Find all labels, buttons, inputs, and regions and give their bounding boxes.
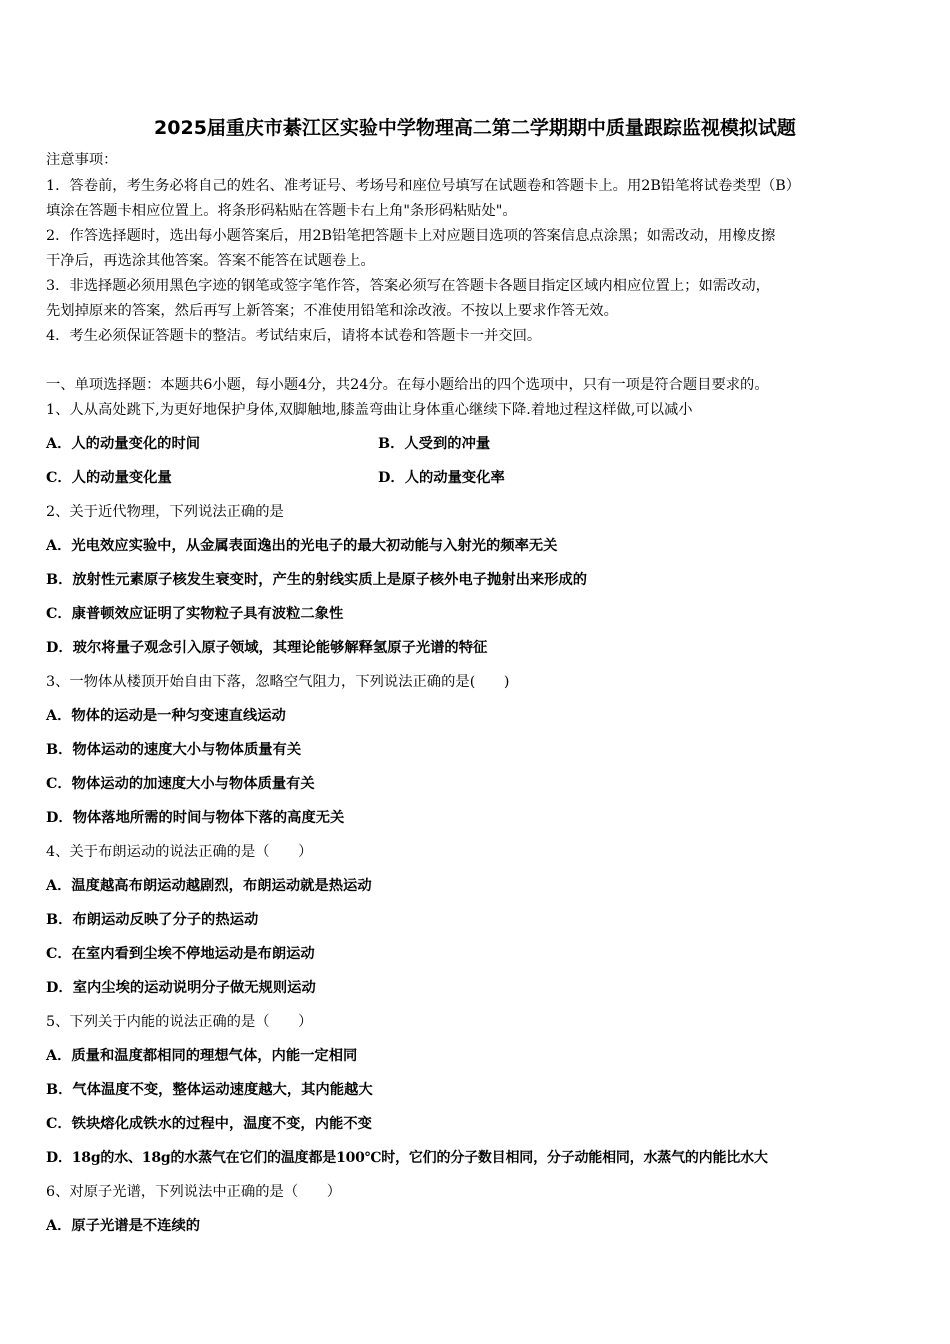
notice-line: 4．考生必须保证答题卡的整洁。考试结束后，请将本试卷和答题卡一并交回。 [46, 328, 542, 344]
option-c: C．人的动量变化量 [46, 470, 172, 486]
option-b: B．气体温度不变，整体运动速度越大，其内能越大 [46, 1082, 373, 1098]
option-a: A．温度越高布朗运动越剧烈，布朗运动就是热运动 [46, 878, 372, 894]
option-c: C．在室内看到尘埃不停地运动是布朗运动 [46, 946, 315, 962]
notice-line: 先划掉原来的答案，然后再写上新答案；不准使用铅笔和涂改液。不按以上要求作答无效。 [46, 303, 618, 319]
option-d: D．玻尔将量子观念引入原子领域，其理论能够解释氢原子光谱的特征 [46, 640, 488, 656]
option-a: A．原子光谱是不连续的 [46, 1218, 201, 1234]
notice-line: 2．作答选择题时，选出每小题答案后，用2B铅笔把答题卡上对应题目选项的答案信息点涂黑；如需改动，用橡皮擦 [46, 228, 776, 244]
option-c: C．康普顿效应证明了实物粒子具有波粒二象性 [46, 606, 344, 622]
notice-line: 填涂在答题卡相应位置上。将条形码粘贴在答题卡右上角"条形码粘贴处"。 [46, 203, 517, 219]
notice-line: 1．答卷前，考生务必将自己的姓名、准考证号、考场号和座位号填写在试题卷和答题卡上。用2B铅笔将试卷类型（B） [46, 178, 801, 194]
question-stem: 1、人从高处跳下,为更好地保护身体,双脚触地,膝盖弯曲让身体重心继续下降.着地过程这样做,可以减小 [46, 402, 693, 418]
option-b: B．放射性元素原子核发生衰变时，产生的射线实质上是原子核外电子抛射出来形成的 [46, 572, 588, 588]
option-a: A．物体的运动是一种匀变速直线运动 [46, 708, 286, 724]
option-a: A．人的动量变化的时间 [46, 436, 201, 452]
option-c: C．物体运动的加速度大小与物体质量有关 [46, 776, 315, 792]
option-c: C．铁块熔化成铁水的过程中，温度不变，内能不变 [46, 1116, 372, 1132]
option-b: B．物体运动的速度大小与物体质量有关 [46, 742, 302, 758]
question-stem: 4、关于布朗运动的说法正确的是（ ） [46, 844, 313, 860]
option-d: D．物体落地所需的时间与物体下落的高度无关 [46, 810, 345, 826]
option-b: B．人受到的冲量 [378, 436, 491, 452]
question-stem: 5、下列关于内能的说法正确的是（ ） [46, 1014, 313, 1030]
question-stem: 6、对原子光谱，下列说法中正确的是（ ） [46, 1184, 342, 1200]
section-heading: 一、单项选择题：本题共6小题，每小题4分，共24分。在每小题给出的四个选项中，只有一项是符合题目要求的。 [46, 377, 769, 393]
question-stem: 2、关于近代物理，下列说法正确的是 [46, 504, 284, 520]
option-d: D．人的动量变化率 [378, 470, 505, 486]
option-d: D．18g的水、18g的水蒸气在它们的温度都是100℃时，它们的分子数目相同，分子动能相同，水蒸气的内能比水大 [46, 1150, 768, 1166]
page-title: 2025届重庆市綦江区实验中学物理高二第二学期期中质量跟踪监视模拟试题 [154, 117, 796, 139]
notice-line: 干净后，再选涂其他答案。答案不能答在试题卷上。 [46, 253, 375, 269]
notice-heading: 注意事项： [46, 152, 118, 168]
option-a: A．光电效应实验中，从金属表面逸出的光电子的最大初动能与入射光的频率无关 [46, 538, 558, 554]
option-a: A．质量和温度都相同的理想气体，内能一定相同 [46, 1048, 358, 1064]
option-b: B．布朗运动反映了分子的热运动 [46, 912, 259, 928]
option-d: D．室内尘埃的运动说明分子做无规则运动 [46, 980, 316, 996]
notice-line: 3．非选择题必须用黑色字迹的钢笔或签字笔作答，答案必须写在答题卡各题目指定区域内相应位置上；如需改动， [46, 278, 770, 294]
question-stem: 3、一物体从楼顶开始自由下落，忽略空气阻力，下列说法正确的是( ) [46, 674, 510, 690]
